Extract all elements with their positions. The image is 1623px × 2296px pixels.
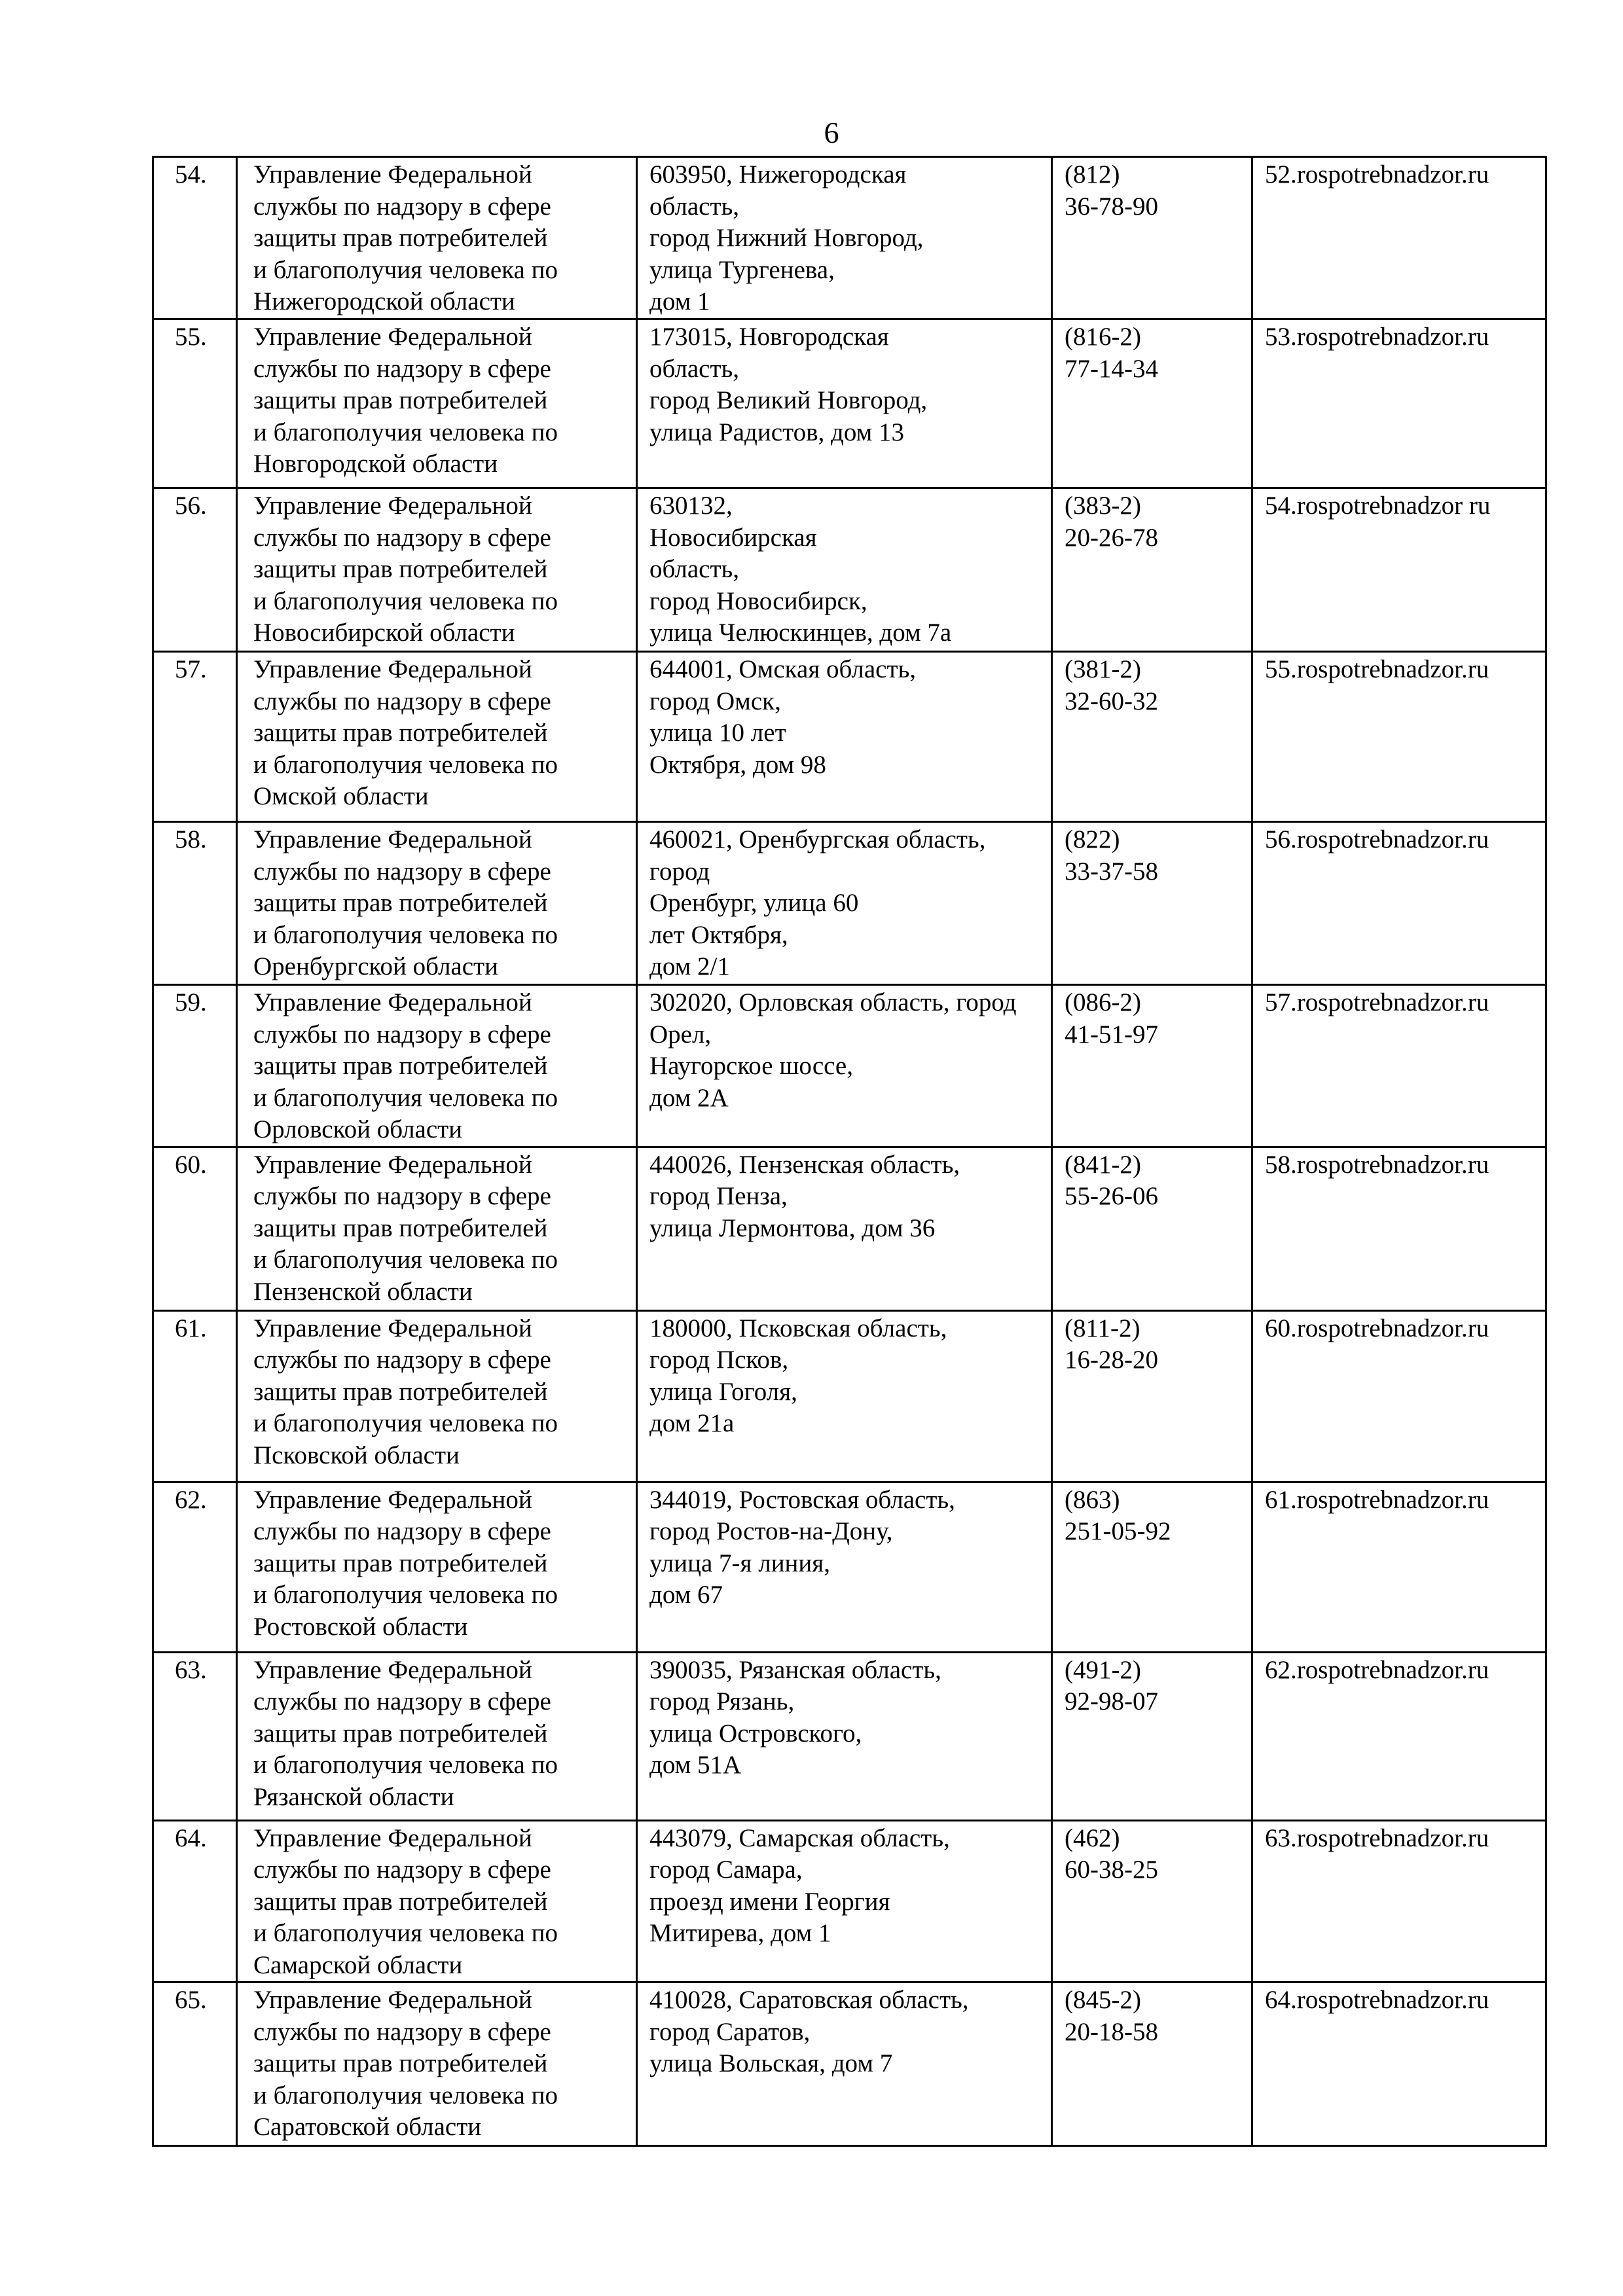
organization-name: Управление Федеральной службы по надзору в сфере защиты прав потребителей и благополучия человека по Пензенской области [237, 1147, 637, 1310]
phone: (086-2) 41-51-97 [1052, 985, 1252, 1147]
phone: (863) 251-05-92 [1052, 1482, 1252, 1652]
website: 56.rospotrebnadzor.ru [1252, 822, 1546, 985]
table-row [153, 1147, 1546, 1310]
phone: (822) 33-37-58 [1052, 822, 1252, 985]
row-number: 64. [153, 1820, 237, 1982]
website: 63.rospotrebnadzor.ru [1252, 1820, 1546, 1982]
table-row [153, 822, 1546, 985]
website: 61.rospotrebnadzor.ru [1252, 1482, 1546, 1652]
row-number: 54. [153, 157, 237, 319]
row-number: 62. [153, 1482, 237, 1652]
organization-name: Управление Федеральной службы по надзору в сфере защиты прав потребителей и благополучия человека по Нижегородской области [237, 157, 637, 319]
website: 58.rospotrebnadzor.ru [1252, 1147, 1546, 1310]
address: 443079, Самарская область, город Самара, проезд имени Георгия Митирева, дом 1 [637, 1820, 1052, 1982]
table-row [153, 652, 1546, 822]
row-number: 55. [153, 319, 237, 488]
address: 644001, Омская область, город Омск, улица 10 лет Октября, дом 98 [637, 652, 1052, 822]
phone: (816-2) 77-14-34 [1052, 319, 1252, 488]
website: 64.rospotrebnadzor.ru [1252, 1982, 1546, 2146]
organization-name: Управление Федеральной службы по надзору в сфере защиты прав потребителей и благополучия человека по Новосибирской области [237, 488, 637, 652]
table-row [153, 1482, 1546, 1652]
phone: (845-2) 20-18-58 [1052, 1982, 1252, 2146]
table-row [153, 985, 1546, 1147]
phone: (462) 60-38-25 [1052, 1820, 1252, 1982]
phone: (812) 36-78-90 [1052, 157, 1252, 319]
address: 460021, Оренбургская область, город Оренбург, улица 60 лет Октября, дом 2/1 [637, 822, 1052, 985]
organization-name: Управление Федеральной службы по надзору в сфере защиты прав потребителей и благополучия человека по Псковской области [237, 1310, 637, 1482]
table-row [153, 1310, 1546, 1482]
row-number: 58. [153, 822, 237, 985]
website: 52.rospotrebnadzor.ru [1252, 157, 1546, 319]
table-row [153, 1820, 1546, 1982]
phone: (381-2) 32-60-32 [1052, 652, 1252, 822]
phone: (811-2) 16-28-20 [1052, 1310, 1252, 1482]
address: 440026, Пензенская область, город Пенза, улица Лермонтова, дом 36 [637, 1147, 1052, 1310]
address: 410028, Саратовская область, город Саратов, улица Вольская, дом 7 [637, 1982, 1052, 2146]
table-row [153, 1652, 1546, 1820]
row-number: 60. [153, 1147, 237, 1310]
organization-name: Управление Федеральной службы по надзору в сфере защиты прав потребителей и благополучия человека по Самарской области [237, 1820, 637, 1982]
phone: (383-2) 20-26-78 [1052, 488, 1252, 652]
organization-name: Управление Федеральной службы по надзору в сфере защиты прав потребителей и благополучия человека по Рязанской области [237, 1652, 637, 1820]
organization-name: Управление Федеральной службы по надзору в сфере защиты прав потребителей и благополучия человека по Новгородской области [237, 319, 637, 488]
table-row [153, 1982, 1546, 2146]
address: 344019, Ростовская область, город Ростов-на-Дону, улица 7-я линия, дом 67 [637, 1482, 1052, 1652]
row-number: 56. [153, 488, 237, 652]
address: 603950, Нижегородская область, город Нижний Новгород, улица Тургенева, дом 1 [637, 157, 1052, 319]
address: 173015, Новгородская область, город Великий Новгород, улица Радистов, дом 13 [637, 319, 1052, 488]
table-row [153, 488, 1546, 652]
website: 57.rospotrebnadzor.ru [1252, 985, 1546, 1147]
row-number: 65. [153, 1982, 237, 2146]
website: 60.rospotrebnadzor.ru [1252, 1310, 1546, 1482]
organization-name: Управление Федеральной службы по надзору в сфере защиты прав потребителей и благополучия человека по Оренбургской области [237, 822, 637, 985]
page-number: 6 [824, 116, 839, 149]
organization-name: Управление Федеральной службы по надзору в сфере защиты прав потребителей и благополучия человека по Омской области [237, 652, 637, 822]
website: 54.rospotrebnadzor ru [1252, 488, 1546, 652]
row-number: 59. [153, 985, 237, 1147]
address: 630132, Новосибирская область, город Новосибирск, улица Челюскинцев, дом 7а [637, 488, 1052, 652]
website: 62.rospotrebnadzor.ru [1252, 1652, 1546, 1820]
phone: (841-2) 55-26-06 [1052, 1147, 1252, 1310]
registry-table [152, 156, 1547, 2147]
row-number: 57. [153, 652, 237, 822]
table-row [153, 157, 1546, 319]
website: 55.rospotrebnadzor.ru [1252, 652, 1546, 822]
organization-name: Управление Федеральной службы по надзору в сфере защиты прав потребителей и благополучия человека по Ростовской области [237, 1482, 637, 1652]
website: 53.rospotrebnadzor.ru [1252, 319, 1546, 488]
phone: (491-2) 92-98-07 [1052, 1652, 1252, 1820]
address: 390035, Рязанская область, город Рязань, улица Островского, дом 51А [637, 1652, 1052, 1820]
row-number: 61. [153, 1310, 237, 1482]
organization-name: Управление Федеральной службы по надзору в сфере защиты прав потребителей и благополучия человека по Орловской области [237, 985, 637, 1147]
address: 180000, Псковская область, город Псков, улица Гоголя, дом 21а [637, 1310, 1052, 1482]
address: 302020, Орловская область, город Орел, Наугорское шоссе, дом 2А [637, 985, 1052, 1147]
table-row [153, 319, 1546, 488]
organization-name: Управление Федеральной службы по надзору в сфере защиты прав потребителей и благополучия человека по Саратовской области [237, 1982, 637, 2146]
row-number: 63. [153, 1652, 237, 1820]
